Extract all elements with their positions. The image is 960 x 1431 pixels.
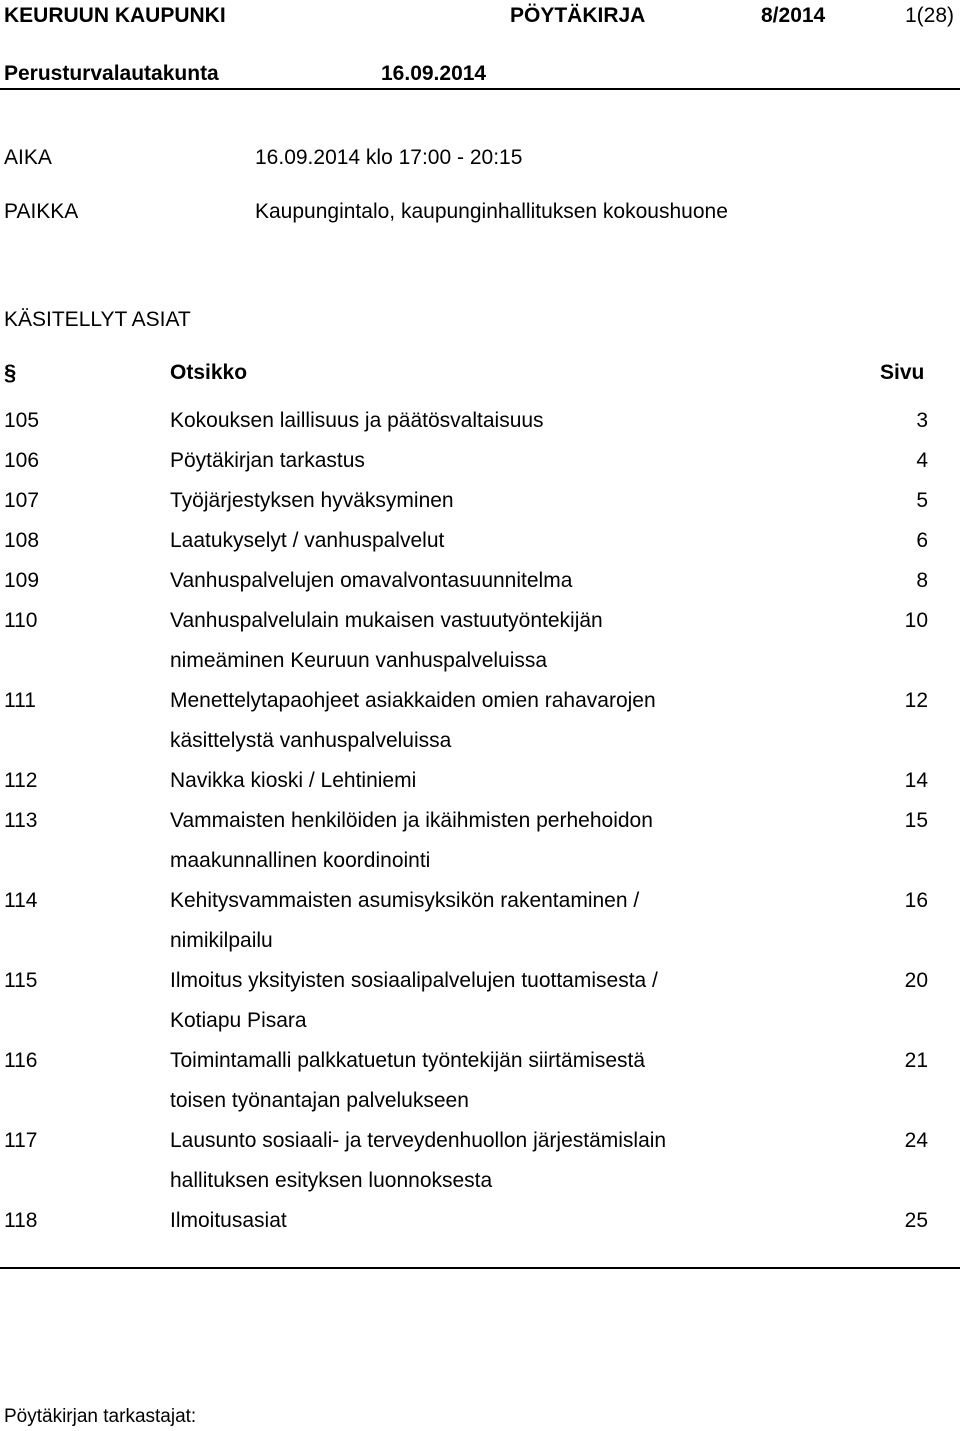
item-number: 112 [4,769,38,792]
item-title: Työjärjestyksen hyväksyminen [170,489,454,512]
item-title: Kehitysvammaisten asumisyksikön rakentaminen / nimikilpailu [170,889,640,952]
item-number: 115 [4,969,38,992]
list-item [0,761,960,801]
column-header-page: Sivu [880,361,925,384]
list-item [0,1121,960,1201]
item-title: Lausunto sosiaali- ja terveydenhuollon järjestämislain hallituksen esityksen luonnoksesta [170,1129,667,1192]
committee-name: Perusturvalautakunta [4,62,219,85]
item-title: Pöytäkirjan tarkastus [170,449,365,472]
list-item [0,521,960,561]
item-page: 20 [904,969,928,992]
item-page: 14 [904,769,928,792]
item-page: 10 [904,609,928,632]
item-page: 12 [904,689,928,712]
item-number: 107 [4,489,40,512]
list-item [0,1201,960,1241]
header-divider [0,88,960,90]
document-number: 8/2014 [761,4,826,27]
agenda-list [0,401,960,1241]
item-number: 116 [4,1049,38,1072]
organization-name: KEURUUN KAUPUNKI [4,4,226,27]
item-title: Toimintamalli palkkatuetun työntekijän siirtämisestä toisen työnantajan palvelukseen [170,1049,646,1112]
item-number: 114 [4,889,38,912]
list-item [0,881,960,961]
header-date: 16.09.2014 [381,62,487,85]
section-title: KÄSITELLYT ASIAT [4,308,191,331]
item-page: 25 [904,1209,928,1232]
item-number: 117 [4,1129,38,1152]
item-page: 8 [916,569,928,592]
item-number: 109 [4,569,40,592]
list-item [0,681,960,761]
list-item [0,801,960,881]
reviewers-label: Pöytäkirjan tarkastajat: [4,1406,197,1427]
item-number: 113 [4,809,38,832]
time-label: AIKA [4,146,52,169]
column-header-title: Otsikko [170,361,248,384]
time-value: 16.09.2014 klo 17:00 - 20:15 [255,146,523,169]
place-value: Kaupungintalo, kaupunginhallituksen kokoushuone [255,200,728,223]
item-title: Vanhuspalvelujen omavalvontasuunnitelma [170,569,573,592]
footer-divider [0,1267,960,1269]
item-page: 6 [916,529,928,552]
item-page: 3 [916,409,928,432]
list-item [0,961,960,1041]
item-number: 111 [4,689,36,712]
list-item [0,601,960,681]
list-item [0,441,960,481]
item-title: Vanhuspalvelulain mukaisen vastuutyöntekijän nimeäminen Keuruun vanhuspalveluissa [170,609,603,672]
item-page: 24 [904,1129,928,1152]
item-title: Laatukyselyt / vanhuspalvelut [170,529,445,552]
item-title: Menettelytapaohjeet asiakkaiden omien rahavarojen käsittelystä vanhuspalveluissa [170,689,656,752]
section-sign-icon: § [4,360,17,385]
list-item [0,481,960,521]
item-page: 21 [904,1049,928,1072]
item-title: Navikka kioski / Lehtiniemi [170,769,417,792]
item-page: 15 [904,809,928,832]
item-title: Vammaisten henkilöiden ja ikäihmisten perhehoidon maakunnallinen koordinointi [170,809,653,872]
item-page: 16 [904,889,928,912]
item-number: 118 [4,1209,38,1232]
item-number: 110 [4,609,38,632]
item-title: Kokouksen laillisuus ja päätösvaltaisuus [170,409,544,432]
item-page: 5 [916,489,928,512]
list-item [0,561,960,601]
page-count: 1(28) [905,4,955,27]
item-title: Ilmoitus yksityisten sosiaalipalvelujen tuottamisesta / Kotiapu Pisara [170,969,658,1032]
list-item [0,401,960,441]
item-page: 4 [916,449,928,472]
place-label: PAIKKA [4,200,79,223]
item-number: 108 [4,529,40,552]
list-item [0,1041,960,1121]
item-number: 105 [4,409,40,432]
document-type: PÖYTÄKIRJA [510,4,646,27]
item-number: 106 [4,449,40,472]
item-title: Ilmoitusasiat [170,1209,287,1232]
